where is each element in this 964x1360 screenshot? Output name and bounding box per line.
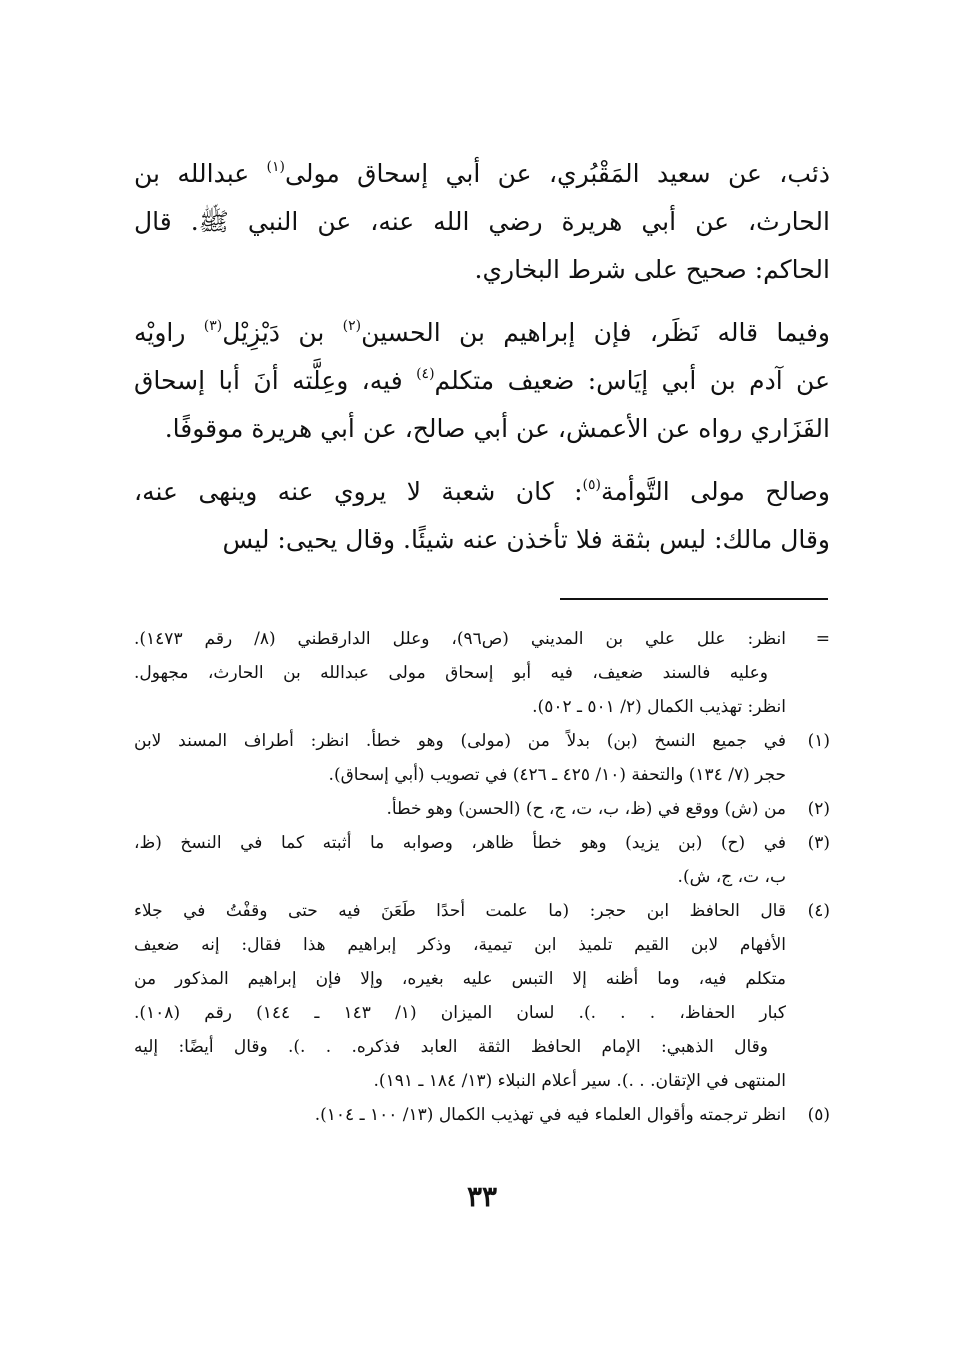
paragraph [134,150,830,294]
footnote-line [134,1030,830,1064]
footnote-text: المنتهى في الإتقان. . .). سير أعلام النبلاء (١٣/ ١٨٤ ـ ١٩١). [373,1071,786,1091]
text-run: وقال مالك: ليس بثقة فلا تأخذن عنه شيئًا. وقال يحيى: ليس [222,525,830,554]
footnote-marker: (٢) [807,799,830,819]
footnote-line [134,860,830,894]
text-run: بن دَيْزِيْل [222,318,343,347]
text-run: فيه، وعِلَّته أنَ أبا إسحاق [134,366,417,395]
text-line [134,405,830,453]
footnote-text: ب، ت، ج، ش). [677,867,786,887]
footnote-line [134,962,830,996]
footnote-line [134,894,830,928]
footnote-line [134,622,830,656]
footnote [134,792,830,826]
footnote [134,826,830,894]
footnote-line [134,656,830,690]
text-line [134,246,830,294]
footnote-text: انظر: علل علي بن المديني (ص٩٦)، وعلل الدارقطني (٨/ رقم ١٤٧٣). [134,629,786,649]
text-line [134,357,830,405]
text-line [134,516,830,564]
text-run: عن آدم بن أبي إيَاس: ضعيف متكلم [434,366,830,395]
text-line [134,150,830,198]
paragraph-gap [134,453,830,468]
footnote-marker: (٤) [807,901,830,921]
footnote-text: انظر ترجمته وأقوال العلماء فيه في تهذيب الكمال (١٣/ ١٠٠ ـ ١٠٤). [314,1105,786,1125]
footnote-text: وعليه فالسند ضعيف، فيه أبو إسحاق مولى عبدالله بن الحارث، مجهول. [134,663,768,683]
footnote-line [134,996,830,1030]
footnote-line [134,1098,830,1132]
footnote-text: في جميع النسخ (بن) بدلاً من (مولى) وهو خطأ. انظر: أطراف المسند لابن [134,731,786,751]
footnote-marker: (٣) [807,833,830,853]
footnote-line [134,826,830,860]
footnote-marker: = [815,629,830,649]
text-run: : كان شعبة لا يروي عنه وينهى عنه، [134,477,583,506]
footnote-reference[interactable]: (٤) [416,366,435,382]
text-run: وفيما قاله نَظَر، فإن إبراهيم بن الحسين [361,318,830,347]
footnote-reference[interactable]: (٢) [342,318,362,334]
text-run: الحاكم: صحيح على شرط البخاري. [474,255,830,284]
footnote-line [134,724,830,758]
text-run: الحارث، عن أبي هريرة رضي الله عنه، عن النبي ﷺ. قال [134,207,830,236]
footnote-line [134,758,830,792]
footnote [134,1098,830,1132]
footnote [134,622,830,724]
paragraph [134,468,830,564]
footnote-line [134,690,830,724]
footnote-marker: (١) [807,731,830,751]
footnote-text: متكلم فيه، وما أظنه إلا التبس عليه بغيره، وإلا فإن إبراهيم المذكور من [134,969,786,989]
paragraph [134,309,830,453]
footnote-line [134,928,830,962]
footnote-separator [560,598,828,600]
footnote [134,724,830,792]
footnote [134,894,830,1098]
footnote-reference[interactable]: (٥) [582,477,601,493]
footnote-text: وقال الذهبي: الإمام الحافظ الثقة العابد فذكره. . .). وقال أيضًا: إليه [134,1037,769,1057]
text-run: الفَزَاري رواه عن الأعمش، عن أبي صالح، عن أبي هريرة موقوفًا. [164,414,830,443]
footnote-marker: (٥) [807,1105,830,1125]
page-number: ٣٣ [466,1180,498,1213]
footnote-line [134,792,830,826]
footnote-text: كبار الحفاظ، . . .). لسان الميزان (١/ ١٤٣ ـ ١٤٤) رقم (١٠٨). [134,1003,786,1023]
footnote-text: قال الحافظ ابن حجر: (ما علمت أحدًا طَعَنَ فيه حتى وقفْتُ في جلاء [134,901,786,921]
text-run: عبدالله بن [134,159,267,188]
text-run: ذئب، عن سعيد المَقْبُري، عن أبي إسحاق مولى [285,159,830,188]
footnote-line [134,1064,830,1098]
footnote-text: حجر (٧/ ١٣٤) والتحفة (١٠/ ٤٢٥ ـ ٤٢٦) في تصويب (أبي إسحاق). [328,765,786,785]
footnote-reference[interactable]: (٣) [203,318,223,334]
text-line [134,198,830,246]
footnote-text: من (ش) ووقع في (ظ، ب، ت، ج، ح) (الحسن) وهو خطأ. [386,799,786,819]
text-line [134,468,830,516]
text-line [134,309,830,357]
paragraph-gap [134,294,830,309]
main-text [134,150,830,564]
text-run: وصالح مولى التَّوأمة [600,477,830,506]
footnotes [134,622,830,1132]
footnote-text: انظر: تهذيب الكمال (٢/ ٥٠١ ـ ٥٠٢). [532,697,786,717]
footnote-text: الأفهام لابن القيم تلميذ ابن تيمية، وذكر إبراهيم هذا فقال: إنه ضعيف [134,935,786,955]
footnote-reference[interactable]: (١) [266,159,286,175]
footnote-text: في (ح) (بن يزيد) وهو خطأ ظاهر، وصوابه ما أثبته كما في النسخ (ظ، [134,833,786,853]
text-run: راويْه [134,318,204,347]
